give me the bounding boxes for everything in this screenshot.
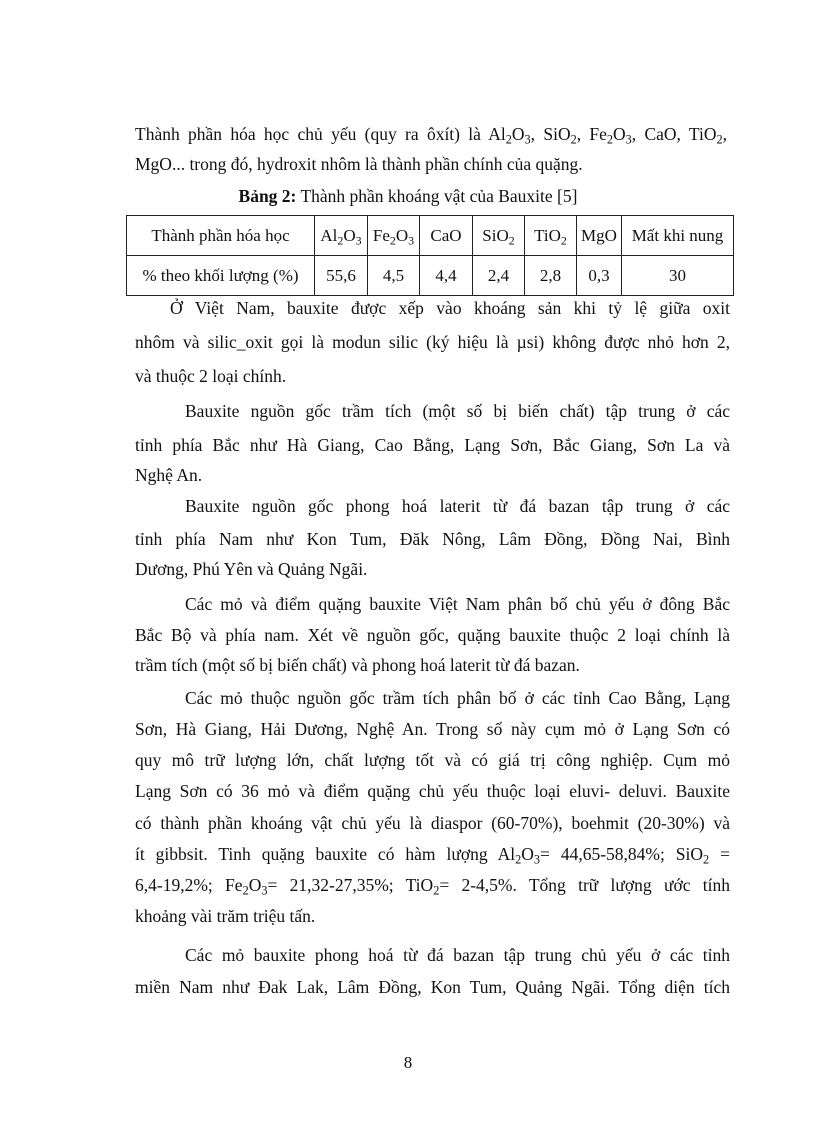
header-cell: TiO$_2$ bbox=[525, 216, 577, 256]
paragraph-6-line: miền Nam như Đak Lak, Lâm Đồng, Kon Tum, Quảng Ngãi. Tổng diện tích bbox=[135, 977, 730, 997]
header-cell: MgO bbox=[577, 216, 622, 256]
paragraph-3-line: tỉnh phía Nam như Kon Tum, Đăk Nông, Lâm Đồng, Đồng Nai, Bình bbox=[135, 529, 730, 549]
paragraph-2-line: tỉnh phía Bắc như Hà Giang, Cao Bằng, Lạng Sơn, Bắc Giang, Sơn La và bbox=[135, 435, 730, 455]
table-cell: 4,5 bbox=[368, 256, 420, 296]
mineral-composition-table bbox=[126, 215, 734, 296]
paragraph-3-line: Bauxite nguồn gốc phong hoá laterit từ đá bazan tập trung ở các bbox=[185, 496, 730, 516]
table-cell: 2,4 bbox=[473, 256, 525, 296]
header-cell: $Al_2O_3$ bbox=[315, 216, 368, 256]
page-number: 8 bbox=[403, 1053, 413, 1072]
paragraph-1-line: nhôm và silic_oxit gọi là modun silic (ký hiệu là µsi) không được nhỏ hơn 2, bbox=[135, 332, 730, 352]
paragraph-5-line: 6,4-19,2%; $Fe_2O_3= 21,32-27,35\%$; TiO$_2$= 2-4,5%. Tổng trữ lượng ước tính bbox=[135, 875, 730, 898]
header-cell: Mất khi nung bbox=[622, 216, 734, 256]
paragraph-1-line: và thuộc 2 loại chính. bbox=[135, 366, 287, 386]
paragraph-2-line: Bauxite nguồn gốc trầm tích (một số bị biến chất) tập trung ở các bbox=[185, 401, 730, 421]
paragraph-5-line: khoảng vài trăm triệu tấn. bbox=[135, 906, 316, 926]
caption-text: Thành phần khoáng vật của Bauxite [5] bbox=[296, 186, 578, 206]
paragraph-5-line: Các mỏ thuộc nguồn gốc trầm tích phân bố ở các tỉnh Cao Bằng, Lạng bbox=[185, 688, 730, 708]
header-cell: SiO$_2$ bbox=[473, 216, 525, 256]
header-cell: Thành phần hóa học bbox=[127, 216, 315, 256]
paragraph-5-line: Lạng Sơn có 36 mỏ và điểm quặng chủ yếu thuộc loại eluvi- deluvi. Bauxite bbox=[135, 781, 730, 801]
table-caption bbox=[0, 184, 816, 208]
paragraph-5-line: Sơn, Hà Giang, Hải Dương, Nghệ An. Trong số này cụm mỏ ở Lạng Sơn có bbox=[135, 719, 730, 739]
paragraph-6-line: Các mỏ bauxite phong hoá từ đá bazan tập trung chủ yếu ở các tỉnh bbox=[185, 945, 730, 965]
intro-line-2: MgO... trong đó, hydroxit nhôm là thành phần chính của quặng. bbox=[135, 154, 583, 174]
paragraph-4-line: Bắc Bộ và phía nam. Xét về nguồn gốc, quặng bauxite thuộc 2 loại chính là bbox=[135, 625, 730, 645]
caption-label: Bảng 2: bbox=[238, 186, 297, 206]
header-cell: CaO bbox=[420, 216, 473, 256]
table-cell: % theo khối lượng (%) bbox=[127, 256, 315, 296]
paragraph-5-line: có thành phần khoáng vật chủ yếu là diaspor (60-70%), boehmit (20-30%) và bbox=[135, 813, 730, 833]
table-cell: 0,3 bbox=[577, 256, 622, 296]
table-cell: 4,4 bbox=[420, 256, 473, 296]
paragraph-5-line: quy mô trữ lượng lớn, chất lượng tốt và có giá trị công nghiệp. Cụm mỏ bbox=[135, 750, 730, 770]
table-cell: 2,8 bbox=[525, 256, 577, 296]
table-cell: 55,6 bbox=[315, 256, 368, 296]
paragraph-4-line: Các mỏ và điểm quặng bauxite Việt Nam phân bố chủ yếu ở đông Bắc bbox=[185, 594, 730, 614]
table-header-row bbox=[127, 216, 734, 256]
paragraph-3-line: Dương, Phú Yên và Quảng Ngãi. bbox=[135, 559, 368, 579]
paragraph-2-line: Nghệ An. bbox=[135, 465, 203, 485]
intro-line-1: Thành phần hóa học chủ yếu (quy ra ôxít) là $Al_2O_3$, SiO$_2$, $Fe_2O_3$, CaO, TiO$_2$, bbox=[135, 124, 728, 147]
paragraph-5-line: ít gibbsit. Tinh quặng bauxite có hàm lượng $Al_2O_3= 44,65-58,84\%$; SiO$_2$ = bbox=[135, 844, 731, 867]
table-cell: 30 bbox=[622, 256, 734, 296]
paragraph-1-line: Ở Việt Nam, bauxite được xếp vào khoáng sản khi tỷ lệ giữa oxit bbox=[170, 298, 730, 318]
header-cell: $Fe_2O_3$ bbox=[368, 216, 420, 256]
paragraph-4-line: trầm tích (một số bị biến chất) và phong hoá laterit từ đá bazan. bbox=[135, 655, 580, 675]
table-row bbox=[127, 256, 734, 296]
